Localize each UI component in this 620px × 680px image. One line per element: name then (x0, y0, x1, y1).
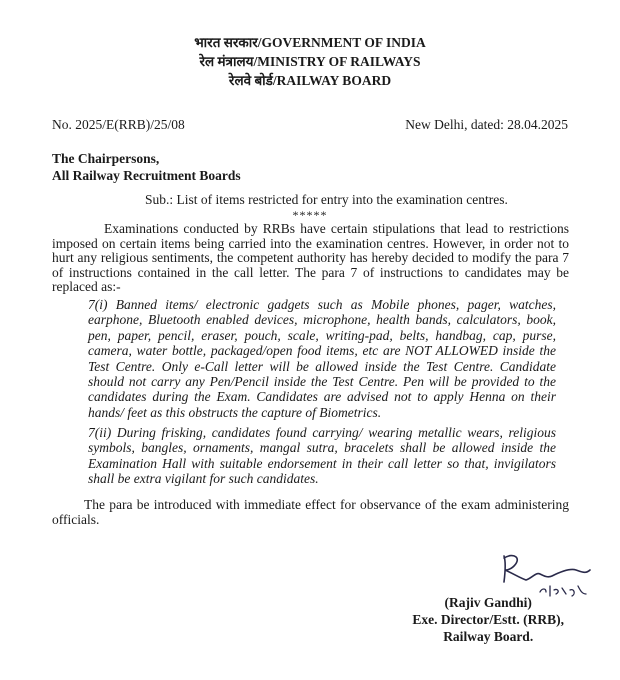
reference-number: No. 2025/E(RRB)/25/08 (52, 117, 185, 132)
signatory-office: Railway Board. (443, 629, 534, 644)
addressee (52, 150, 241, 184)
letterhead-board: रेलवे बोर्ड/RAILWAY BOARD (228, 73, 392, 88)
signatory-designation: Exe. Director/Estt. (RRB), (412, 612, 564, 627)
separator: ***** (292, 208, 328, 222)
addressee-line-1: The Chairpersons, (52, 151, 160, 166)
signatory-name: (Rajiv Gandhi) (444, 595, 532, 610)
place-and-date: New Delhi, dated: 28.04.2025 (405, 117, 568, 132)
intro-paragraph: Examinations conducted by RRBs have certain stipulations that lead to restrictions imposed on certain items being carried into the examination centres. However, in order not to hurt any religious sentiments, the competent authority has hereby decided to modify the para 7 of instructions contained in the call letter. The para 7 of instructions to candidates may be replaced as:- (52, 221, 569, 295)
instruction-7-i: 7(i) Banned items/ electronic gadgets such as Mobile phones, pager, watches, earphone, Bluetooth enabled devices, microphone, health bands, calculators, book, pen, paper, pencil, eraser, pouch, scale, writing-pad, belts, handbag, cap, purse, camera, water bottle, packaged/open food items, etc are NOT ALLOWED inside the Test Centre. Only e-Call letter will be allowed inside the Test Centre. Candidate should not carry any Pen/Pencil inside the Test Centre. Pen will be provided to the candidates during the Exam. Candidates are advised not to apply Henna on their hands/ feet as this obstructs the capture of Biometrics. (88, 297, 556, 420)
closing-paragraph: The para be introduced with immediate effect for observance of the exam administering officials. (52, 497, 569, 527)
letterhead (0, 33, 620, 90)
subject-line: Sub.: List of items restricted for entry into the examination centres. (145, 192, 508, 207)
instruction-7-ii: 7(ii) During frisking, candidates found carrying/ wearing metallic wears, religious symbols, bangles, ornaments, mangal sutra, bracelets shall be allowed inside the Examination Hall with suitable endorsement in their call letter so that, invigilators shall be extra vigilant for such candidates. (88, 425, 556, 487)
addressee-line-2: All Railway Recruitment Boards (52, 168, 241, 183)
letterhead-ministry: रेल मंत्रालय/MINISTRY OF RAILWAYS (199, 54, 421, 69)
letterhead-government: भारत सरकार/GOVERNMENT OF INDIA (194, 35, 426, 50)
signatory-block (412, 594, 564, 645)
